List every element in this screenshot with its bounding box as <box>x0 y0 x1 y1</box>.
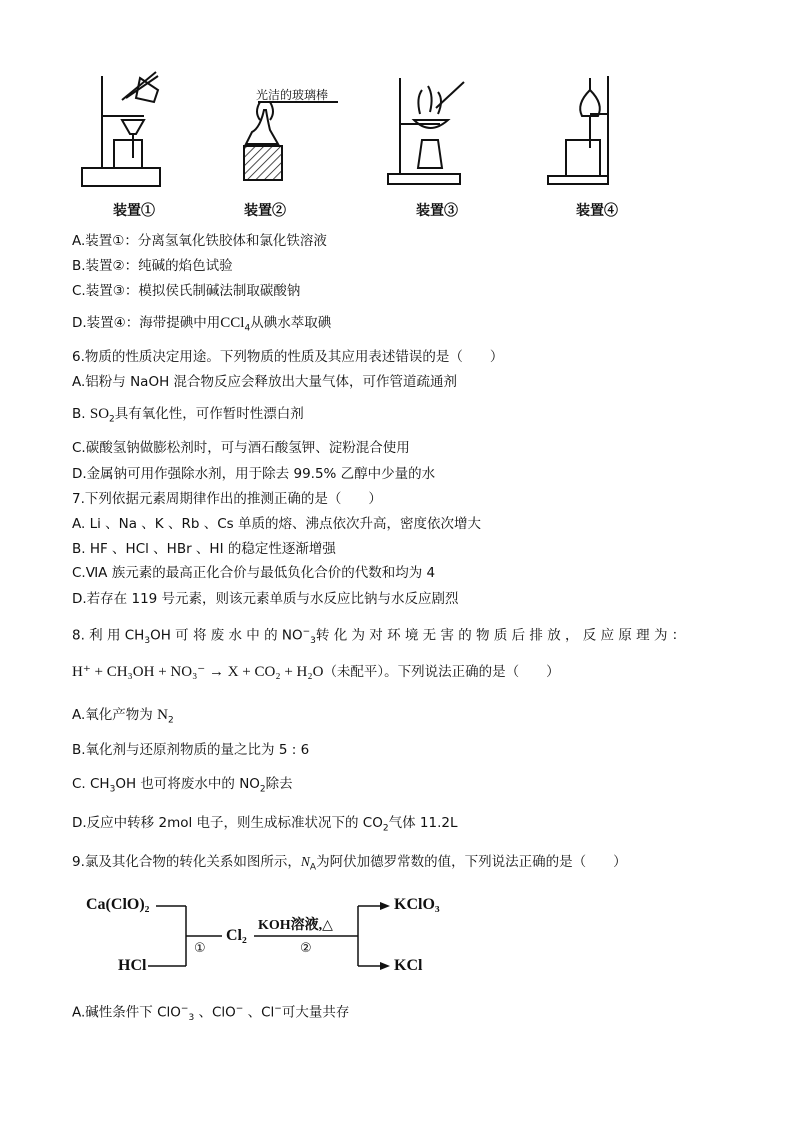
q8-equation-line <box>72 663 560 681</box>
q9-a-pre: A.碱性条件下 ClO <box>72 1004 181 1021</box>
q8-d-sub: 2 <box>382 823 389 834</box>
q9-product-2: KCl <box>394 957 423 974</box>
q5-option-b: B.装置②：纯碱的焰色试验 <box>72 258 233 274</box>
q7-option-c: C.ⅥA 族元素的最高正化合价与最低负化合价的代数和均为 4 <box>72 565 436 581</box>
q5-d-sub: 4 <box>244 323 251 334</box>
q7-option-d: D.若存在 119 号元素，则该元素单质与水反应比钠与水反应剧烈 <box>72 591 459 607</box>
apparatus-3-drawing <box>388 78 464 184</box>
q8-a-pre: A.氧化产物为 <box>72 707 158 723</box>
q5-option-d <box>72 314 331 338</box>
q6-option-d: D.金属钠可用作强除水剂，用于除去 99.5% 乙醇中少量的水 <box>72 466 436 482</box>
q9-a-post: 可大量共存 <box>281 1004 350 1021</box>
q8-d-pre: D.反应中转移 2mol 电子，则生成标准状况下的 CO <box>72 815 383 831</box>
q8-equation-note: （未配平）。下列说法正确的是（ ） <box>323 664 560 680</box>
q6-option-c: C.碳酸氢钠做膨松剂时，可与酒石酸氢钾、淀粉混合使用 <box>72 440 410 456</box>
q6-b-sub: 2 <box>109 414 115 425</box>
q7-option-a: A. Li 、Na 、K 、Rb 、Cs 单质的熔、沸点依次升高，密度依次增大 <box>72 516 481 532</box>
q7-stem: 7.下列依据元素周期律作出的推测正确的是（ ） <box>72 491 382 507</box>
q8-stem-mid: OH 可 将 废 水 中 的 NO <box>150 627 303 644</box>
q8-option-a <box>72 706 174 730</box>
q9-condition: KOH溶液,△ <box>258 918 333 933</box>
q9-a-sup3: − <box>274 1004 282 1014</box>
q9-intermediate: Cl₂ <box>226 927 247 944</box>
caption-apparatus-2: 装置② <box>244 203 286 219</box>
q9-a-sup2: − <box>235 1004 244 1014</box>
apparatus-1-drawing <box>82 72 160 186</box>
caption-apparatus-3: 装置③ <box>416 203 458 219</box>
q8-stem-sup: − <box>302 627 311 637</box>
q8-stem-sub2: 3 <box>310 636 316 647</box>
caption-apparatus-4: 装置④ <box>576 203 618 219</box>
apparatus-figure <box>70 68 670 198</box>
q6-b-pre: B. <box>72 406 90 422</box>
q8-stem-post: 转 化 为 对 环 境 无 害 的 物 质 后 排 放 ， 反 应 原 理 为 ： <box>315 627 686 644</box>
q8-option-b: B.氧化剂与还原剂物质的量之比为 5 : 6 <box>72 742 310 758</box>
q9-na-sub: A <box>309 862 317 873</box>
q8-stem-pre: 8. 利 用 CH <box>72 627 145 644</box>
q5-option-c: C.装置③：模拟侯氏制碱法制取碳酸钠 <box>72 283 301 299</box>
q9-stem <box>72 853 627 877</box>
q6-b-post: 具有氧化性，可作暂时性漂白剂 <box>114 406 304 422</box>
q5-d-formula: CCl <box>220 315 245 331</box>
q9-option-a <box>72 1000 349 1027</box>
q6-option-a: A.铝粉与 NaOH 混合物反应会释放出大量气体，可作管道疏通剂 <box>72 374 458 390</box>
q9-reactant-1: Ca(ClO)₂ <box>86 896 150 913</box>
q9-stem-pre: 9.氯及其化合物的转化关系如图所示， <box>72 854 301 870</box>
q8-equation: H⁺ + CH₃OH + NO₃⁻ → X + CO₂ + H₂O <box>72 664 324 680</box>
q8-c-post: 除去 <box>265 776 293 792</box>
q6-b-formula: SO <box>89 406 110 422</box>
q9-a-mid2: 、Cl <box>243 1004 275 1021</box>
q7-option-b: B. HF 、HCl 、HBr 、HI 的稳定性逐渐增强 <box>72 541 336 557</box>
q8-c-mid: OH 也可将废水中的 NO <box>115 776 260 792</box>
q5-option-a: A.装置①：分离氢氧化铁胶体和氯化铁溶液 <box>72 233 327 249</box>
q9-a-mid: 、ClO <box>194 1004 236 1021</box>
q8-c-sub: 3 <box>109 784 116 795</box>
q8-a-sub: 2 <box>167 715 174 726</box>
q6-stem: 6.物质的性质决定用途。下列物质的性质及其应用表述错误的是（ ） <box>72 349 504 365</box>
q9-stem-post: 为阿伏加德罗常数的值，下列说法正确的是（ ） <box>316 854 627 870</box>
caption-apparatus-1: 装置① <box>113 203 155 219</box>
apparatus-2-drawing <box>244 102 338 180</box>
q5-d-post: 从碘水萃取碘 <box>250 315 332 331</box>
q9-a-sub: 3 <box>188 1013 195 1024</box>
q8-c-sub2: 2 <box>259 784 266 795</box>
q6-option-b <box>72 405 304 429</box>
q9-na: N <box>300 854 310 869</box>
q9-step-1: ① <box>194 941 206 956</box>
q8-stem <box>72 623 685 650</box>
q8-stem-sub: 3 <box>144 636 151 647</box>
q8-option-c <box>72 775 293 799</box>
glass-rod-label: 光洁的玻璃棒 <box>256 88 329 102</box>
q8-d-post: 气体 11.2L <box>388 815 458 831</box>
q8-a-formula: N <box>157 707 168 723</box>
q8-c-pre: C. CH <box>72 776 110 792</box>
q9-product-1: KClO₃ <box>394 896 440 913</box>
apparatus-4-drawing <box>548 76 608 184</box>
q5-d-text: D.装置④：海带提碘中用 <box>72 315 221 331</box>
q9-a-sup: − <box>180 1004 189 1014</box>
q9-reactant-2: HCl <box>118 957 147 974</box>
q8-option-d <box>72 814 457 838</box>
q9-step-2: ② <box>300 941 312 956</box>
